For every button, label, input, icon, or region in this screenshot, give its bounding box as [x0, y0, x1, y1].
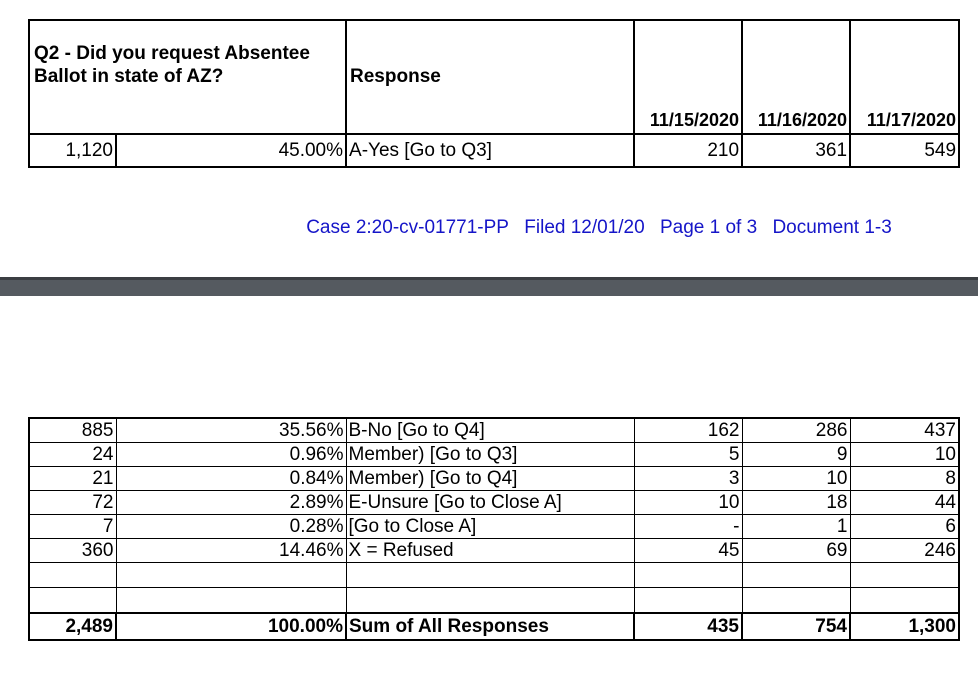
document-number: Document 1-3: [772, 217, 892, 238]
date3-cell: 10: [850, 443, 959, 467]
page-divider: [0, 277, 978, 296]
percent-cell: 0.96%: [116, 443, 346, 467]
table-row: [29, 134, 959, 167]
table-row: [29, 418, 959, 443]
table-row: [29, 515, 959, 539]
response-cell: E-Unsure [Go to Close A]: [346, 491, 634, 515]
count-cell: 24: [29, 443, 116, 467]
date1-cell: 5: [634, 443, 742, 467]
date2-cell: 286: [742, 418, 850, 443]
percent-cell: 0.84%: [116, 467, 346, 491]
sum-percent-cell: 100.00%: [116, 613, 346, 640]
percent-cell: 35.56%: [116, 418, 346, 443]
date1-cell: 162: [634, 418, 742, 443]
date1-cell: 210: [634, 134, 742, 167]
date-header-1: 11/15/2020: [634, 20, 742, 134]
response-cell: [Go to Close A]: [346, 515, 634, 539]
date2-cell: 69: [742, 539, 850, 563]
percent-cell: 0.28%: [116, 515, 346, 539]
sum-label-cell: Sum of All Responses: [346, 613, 634, 640]
case-header-line: [0, 217, 978, 239]
blank-row: [29, 563, 959, 588]
table-header-row: [29, 20, 959, 134]
filed-date: Filed 12/01/20: [524, 217, 645, 238]
date1-cell: 10: [634, 491, 742, 515]
count-cell: 360: [29, 539, 116, 563]
date3-cell: 437: [850, 418, 959, 443]
response-cell: A-Yes [Go to Q3]: [346, 134, 634, 167]
date2-cell: 9: [742, 443, 850, 467]
date1-cell: -: [634, 515, 742, 539]
date3-cell: 549: [850, 134, 959, 167]
percent-cell: 2.89%: [116, 491, 346, 515]
case-number: Case 2:20-cv-01771-PP: [306, 217, 509, 238]
date-header-2: 11/16/2020: [742, 20, 850, 134]
table-row: [29, 539, 959, 563]
page-number: Page 1 of 3: [659, 217, 758, 238]
response-cell: X = Refused: [346, 539, 634, 563]
count-cell: 21: [29, 467, 116, 491]
response-header: Response: [346, 20, 634, 134]
count-cell: 1,120: [29, 134, 116, 167]
question-table: [28, 19, 960, 168]
sum-row: [29, 613, 959, 640]
percent-cell: 14.46%: [116, 539, 346, 563]
date3-cell: 44: [850, 491, 959, 515]
sum-count-cell: 2,489: [29, 613, 116, 640]
sum-date1-cell: 435: [634, 613, 742, 640]
sum-date3-cell: 1,300: [850, 613, 959, 640]
table-row: [29, 491, 959, 515]
date2-cell: 361: [742, 134, 850, 167]
date-header-3: 11/17/2020: [850, 20, 959, 134]
response-cell: B-No [Go to Q4]: [346, 418, 634, 443]
date3-cell: 246: [850, 539, 959, 563]
date3-cell: 6: [850, 515, 959, 539]
date2-cell: 1: [742, 515, 850, 539]
blank-row: [29, 588, 959, 614]
question-text: Q2 - Did you request Absentee Ballot in state of AZ?: [29, 20, 346, 134]
response-cell: Member) [Go to Q3]: [346, 443, 634, 467]
response-cell: Member) [Go to Q4]: [346, 467, 634, 491]
table-row: [29, 467, 959, 491]
sum-date2-cell: 754: [742, 613, 850, 640]
responses-table: [28, 417, 960, 641]
date1-cell: 45: [634, 539, 742, 563]
count-cell: 885: [29, 418, 116, 443]
table-row: [29, 443, 959, 467]
percent-cell: 45.00%: [116, 134, 346, 167]
date1-cell: 3: [634, 467, 742, 491]
date2-cell: 18: [742, 491, 850, 515]
count-cell: 7: [29, 515, 116, 539]
count-cell: 72: [29, 491, 116, 515]
date2-cell: 10: [742, 467, 850, 491]
date3-cell: 8: [850, 467, 959, 491]
